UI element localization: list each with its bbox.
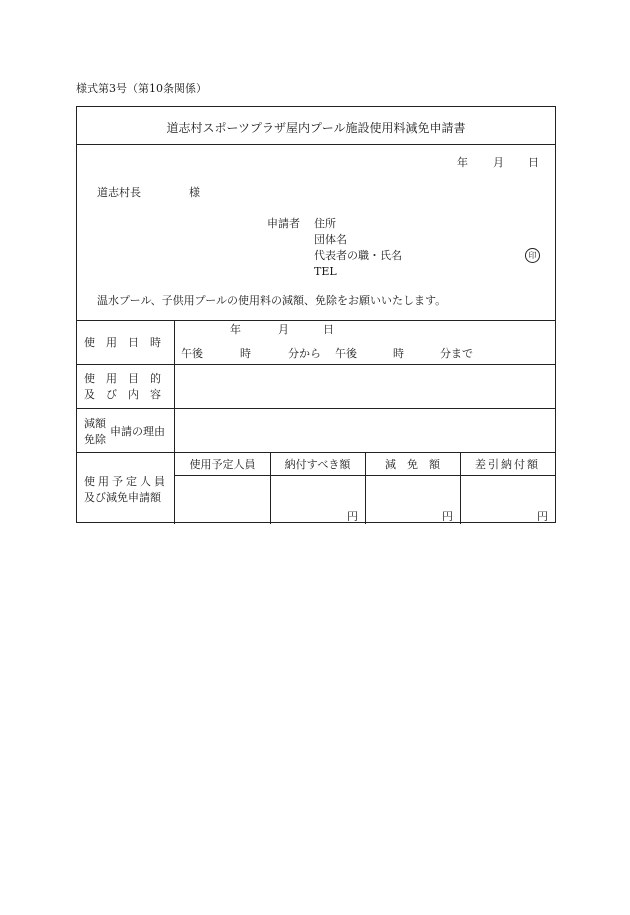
fee-header-reduction: 減 免 額 [385, 458, 440, 471]
fee-unit-net: 円 [537, 510, 548, 523]
usage-month: 月 [278, 323, 289, 336]
reason-label-reduction: 減額 [84, 417, 106, 430]
row1-bottom-line [77, 364, 555, 365]
applicant-org-label: 団体名 [314, 233, 347, 246]
addressee-honorific: 様 [189, 186, 200, 199]
title-divider [77, 144, 555, 145]
fee-header-net: 差引納付額 [475, 458, 540, 471]
usage-pm-to: 午後 [335, 347, 357, 360]
usage-day: 日 [323, 323, 334, 336]
addressee-name: 道志村長 [97, 186, 141, 199]
fee-header-line [174, 475, 555, 476]
application-form [76, 106, 556, 523]
fee-unit-payable: 円 [347, 510, 358, 523]
fees-label-line2: 及び減免申請額 [84, 491, 161, 504]
form-title: 道志村スポーツプラザ屋内プール施設使用料減免申請書 [166, 121, 466, 135]
fee-header-people: 使用予定人員 [189, 458, 256, 471]
usage-datetime-label [84, 337, 168, 348]
usage-hour-to: 時 [393, 347, 404, 360]
seal-mark: 印 [525, 248, 540, 263]
applicant-tel-label: TEL [314, 265, 337, 278]
usage-pm-from: 午後 [181, 347, 203, 360]
applicant-label: 申請者 [267, 217, 300, 230]
fee-unit-reduction: 円 [442, 510, 453, 523]
date-year: 年 [457, 156, 468, 169]
date-day: 日 [528, 156, 539, 169]
usage-minute-from: 分から [288, 347, 321, 360]
applicant-rep-label: 代表者の職・氏名 [314, 249, 402, 262]
header-bottom-line [77, 320, 555, 321]
fees-label-line1: 使用予定人員 [84, 475, 168, 488]
form-number: 様式第3号（第10条関係） [76, 82, 207, 95]
usage-minute-to: 分まで [440, 347, 473, 360]
usage-datetime-label-text: 使 用 日 時 [84, 336, 161, 349]
purpose-label-line1: 使 用 目 的 [84, 372, 161, 385]
applicant-address-label: 住所 [314, 217, 336, 230]
request-statement: 温水プール、子供用プールの使用料の減額、免除をお願いいたします。 [97, 294, 447, 307]
purpose-label-line2: 及 び 内 容 [84, 388, 161, 401]
row3-bottom-line [77, 452, 555, 453]
usage-year: 年 [230, 323, 241, 336]
usage-hour-from: 時 [240, 347, 251, 360]
reason-label-exemption: 免除 [84, 433, 106, 446]
row2-bottom-line [77, 408, 555, 409]
label-column-divider [174, 320, 175, 524]
date-month: 月 [493, 156, 504, 169]
reason-label-application: 申請の理由 [110, 425, 165, 438]
fee-header-payable: 納付すべき額 [284, 458, 351, 471]
